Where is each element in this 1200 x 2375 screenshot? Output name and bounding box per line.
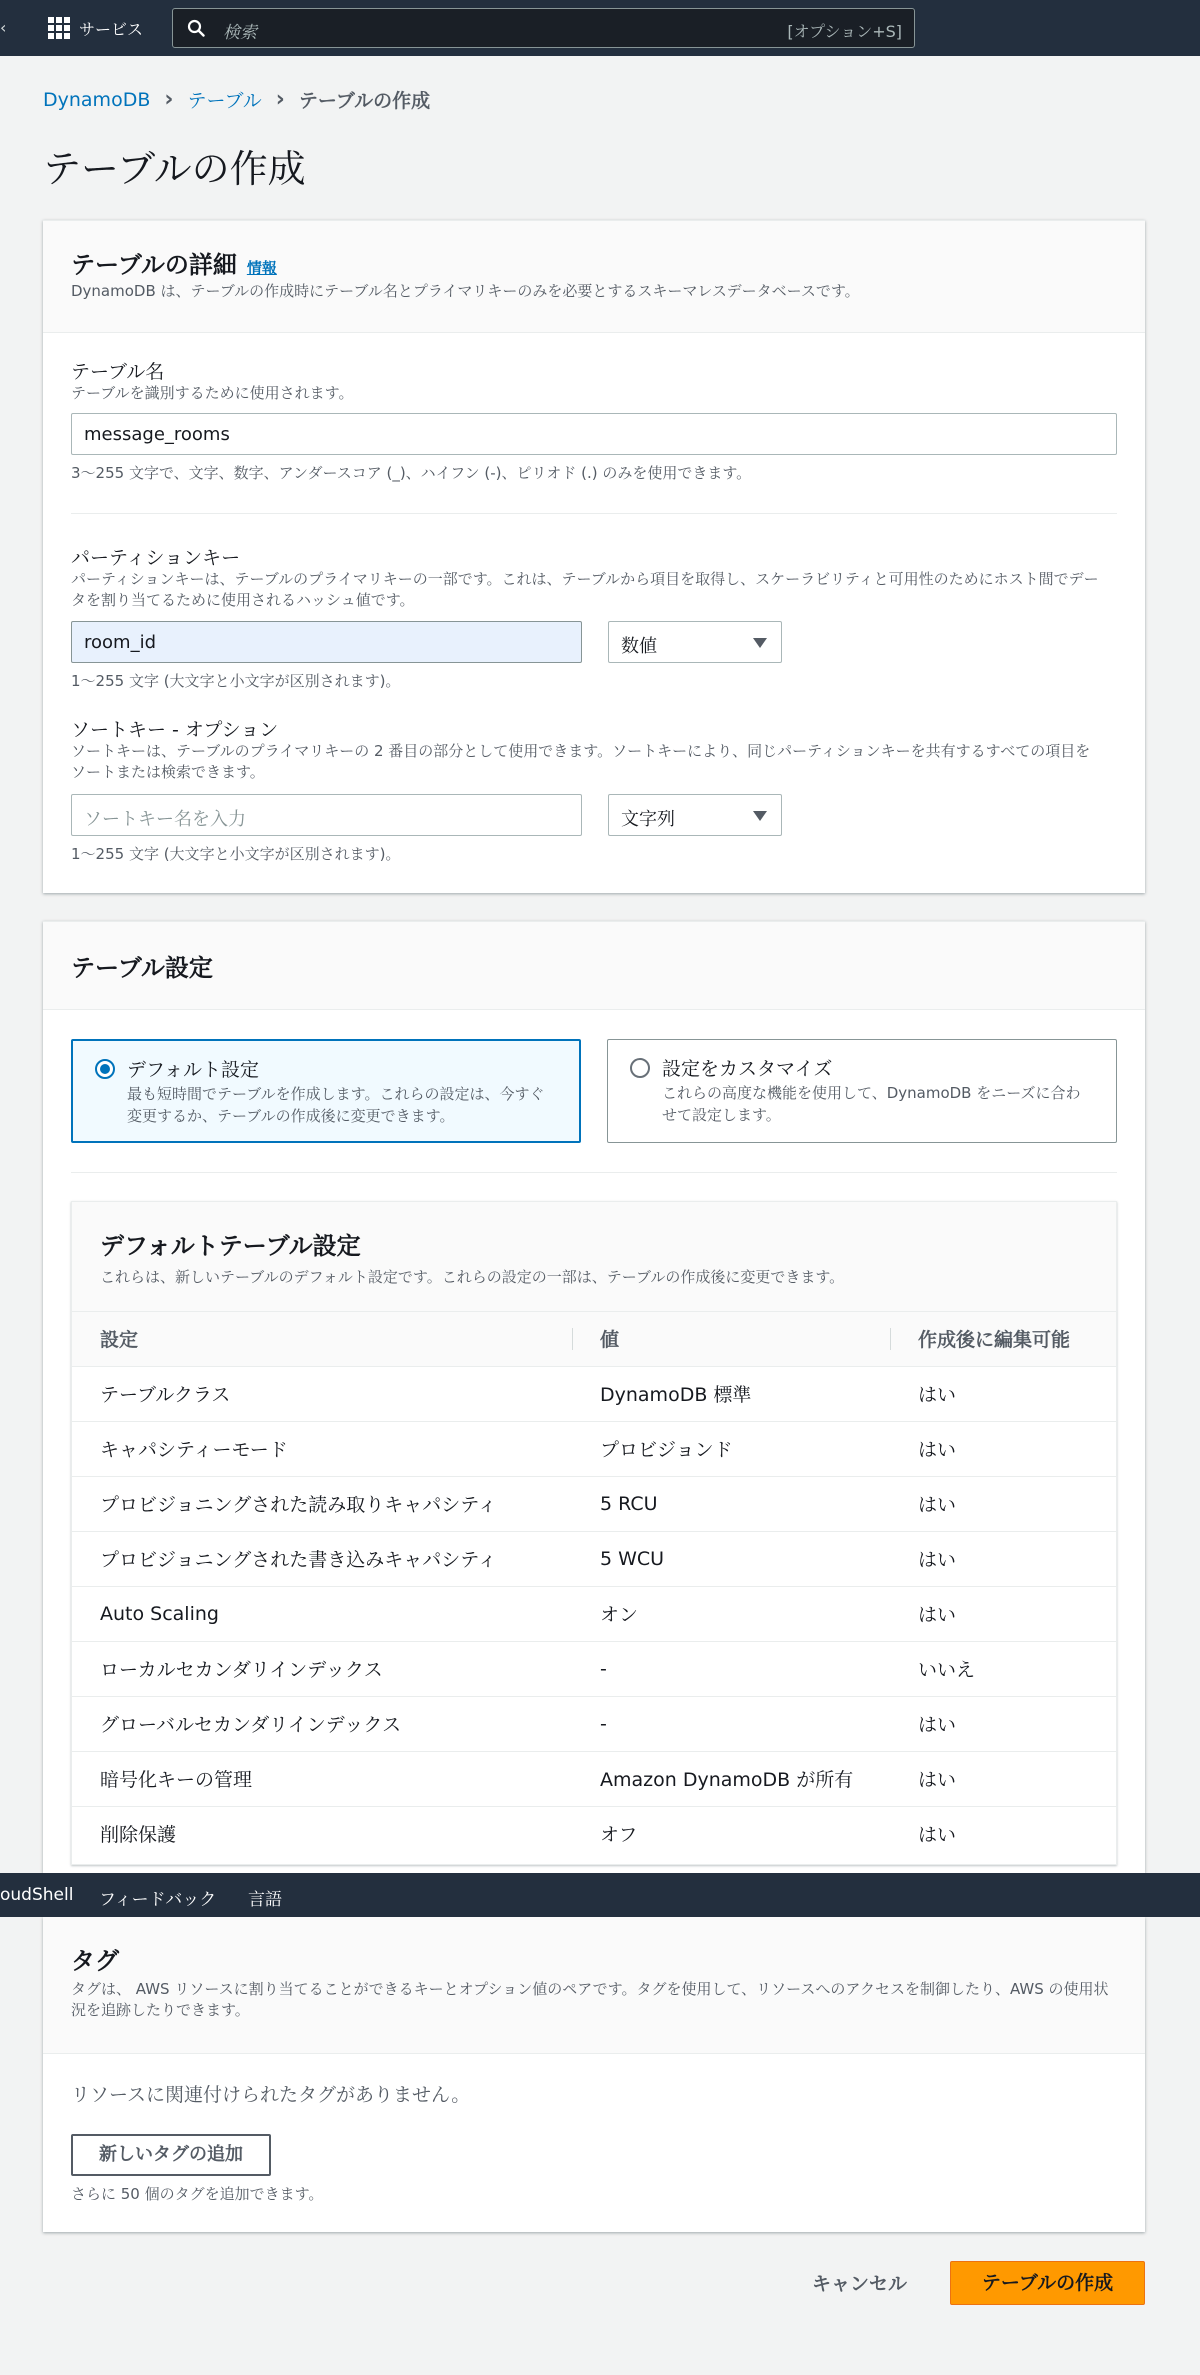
page-title: テーブルの作成 [43, 147, 306, 191]
table-details-panel [43, 220, 1145, 893]
table-row [72, 1366, 1116, 1421]
table-row [72, 1586, 1116, 1641]
editable-cell: はい [918, 1824, 957, 1847]
search-icon [187, 19, 205, 37]
partition-key-label: パーティションキー [71, 547, 241, 569]
table-settings-title: テーブル設定 [71, 954, 213, 982]
default-table-settings-title: デフォルトテーブル設定 [100, 1232, 361, 1260]
tags-panel [43, 1917, 1145, 2232]
cancel-button[interactable]: キャンセル [812, 2273, 908, 2295]
setting-cell: プロビジョニングされた読み取りキャパシティ [72, 1476, 572, 1531]
table-row [72, 1531, 1116, 1586]
search-shortcut-hint: [オプション+S] [787, 22, 902, 41]
value-cell: Amazon DynamoDB が所有 [572, 1751, 890, 1806]
caret-down-icon [753, 638, 767, 648]
breadcrumb [43, 86, 430, 113]
setting-cell: プロビジョニングされた書き込みキャパシティ [72, 1531, 572, 1586]
column-header-editable: 作成後に編集可能 [890, 1312, 1116, 1366]
add-tag-button[interactable]: 新しいタグの追加 [71, 2134, 271, 2176]
grid-icon [48, 17, 70, 39]
search-input[interactable] [172, 8, 915, 48]
language-link[interactable]: 言語 [248, 1890, 282, 1910]
radio-selected-icon[interactable] [95, 1059, 115, 1079]
top-navigation [0, 0, 1200, 56]
default-settings-description: 最も短時間でテーブルを作成します。これらの設定は、今すぐ変更するか、テーブルの作成後に変更できます。 [127, 1085, 545, 1125]
table-details-header [43, 221, 1145, 333]
services-label: サービス [79, 19, 144, 39]
table-name-label: テーブル名 [71, 361, 165, 383]
breadcrumb-tables[interactable]: テーブル [187, 90, 262, 112]
setting-cell: キャパシティーモード [72, 1421, 572, 1476]
default-table-settings-container [71, 1201, 1117, 1865]
divider [71, 1172, 1117, 1173]
table-name-constraint: 3〜255 文字で、文字、数字、アンダースコア (_)、ハイフン (-)、ピリオド (.) のみを使用できます。 [71, 464, 752, 482]
editable-cell: はい [890, 1586, 1116, 1641]
cloudshell-link[interactable]: oudShell [0, 1885, 74, 1905]
default-settings-table [72, 1312, 1116, 1861]
editable-cell: はい [890, 1696, 1116, 1751]
partition-key-constraint: 1〜255 文字 (大文字と小文字が区別されます)。 [71, 672, 401, 690]
editable-cell: いいえ [890, 1641, 1116, 1696]
default-settings-option[interactable] [71, 1039, 581, 1143]
table-row [72, 1696, 1116, 1751]
sort-key-input[interactable]: ソートキー名を入力 [71, 794, 582, 836]
setting-cell: ローカルセカンダリインデックス [72, 1641, 572, 1696]
default-table-settings-description: これらは、新しいテーブルのデフォルト設定です。これらの設定の一部は、テーブルの作成後に変更できます。 [100, 1268, 845, 1286]
table-details-title: テーブルの詳細 [71, 251, 237, 279]
table-details-description: DynamoDB は、テーブルの作成時にテーブル名とプライマリキーのみを必要とするスキーマレスデータベースです。 [71, 282, 860, 300]
setting-cell: Auto Scaling [72, 1586, 572, 1641]
setting-cell: グローバルセカンダリインデックス [72, 1696, 572, 1751]
search-placeholder: 検索 [223, 23, 257, 43]
tags-empty-state: リソースに関連付けられたタグがありません。 [71, 2084, 471, 2106]
value-cell: 5 RCU [572, 1476, 890, 1531]
partition-key-description: パーティションキーは、テーブルのプライマリキーの一部です。これは、テーブルから項目を取得し、スケーラビリティと可用性のためにホスト間でデータを割り当てるために使用されるハッシュ値です。 [71, 570, 1099, 609]
customize-settings-label: 設定をカスタマイズ [662, 1058, 833, 1080]
value-cell: オン [572, 1586, 890, 1641]
tags-header [43, 1917, 1145, 2054]
chevron-right-icon: › [275, 87, 285, 112]
setting-cell: テーブルクラス [72, 1366, 572, 1421]
customize-settings-option[interactable] [607, 1039, 1117, 1143]
default-settings-label: デフォルト設定 [127, 1059, 260, 1081]
partition-key-input[interactable]: room_id [71, 621, 582, 663]
table-row [72, 1806, 1116, 1861]
caret-down-icon [753, 811, 767, 821]
table-row [72, 1641, 1116, 1696]
table-name-input[interactable]: message_rooms [71, 413, 1117, 455]
breadcrumb-dynamodb[interactable]: DynamoDB [43, 88, 151, 111]
nav-edge-fragment: ‹ [0, 18, 7, 37]
tags-limit-note: さらに 50 個のタグを追加できます。 [71, 2185, 324, 2203]
table-row [72, 1421, 1116, 1476]
default-table-settings-header [72, 1202, 1116, 1312]
column-header-setting: 設定 [72, 1312, 572, 1366]
value-cell: DynamoDB 標準 [572, 1366, 890, 1421]
value-cell: - [572, 1696, 890, 1751]
partition-key-type-value: 数値 [621, 636, 657, 657]
table-row [72, 1476, 1116, 1531]
console-footer-bar [0, 1873, 1200, 1917]
feedback-link[interactable]: フィードバック [99, 1890, 217, 1910]
setting-cell: 削除保護 [100, 1824, 177, 1847]
value-cell: プロビジョンド [572, 1421, 890, 1476]
column-header-value: 値 [572, 1312, 890, 1366]
breadcrumb-current: テーブルの作成 [298, 90, 431, 112]
customize-settings-description: これらの高度な機能を使用して、DynamoDB をニーズに合わせて設定します。 [662, 1084, 1081, 1124]
editable-cell: はい [890, 1421, 1116, 1476]
sort-key-label: ソートキー - オプション [71, 719, 279, 741]
editable-cell: はい [890, 1366, 1116, 1421]
editable-cell: はい [890, 1531, 1116, 1586]
table-settings-panel [43, 921, 1145, 1873]
value-cell: - [572, 1641, 890, 1696]
editable-cell: はい [890, 1751, 1116, 1806]
sort-key-constraint: 1〜255 文字 (大文字と小文字が区別されます)。 [71, 845, 401, 863]
sort-key-type-value: 文字列 [621, 809, 675, 830]
info-link[interactable]: 情報 [246, 259, 277, 277]
value-cell: オフ [600, 1824, 638, 1847]
partition-key-type-select[interactable] [608, 621, 782, 663]
editable-cell: はい [890, 1476, 1116, 1531]
services-menu-button[interactable] [48, 15, 143, 41]
tags-title: タグ [71, 1947, 119, 1975]
table-settings-header [43, 922, 1145, 1010]
sort-key-description: ソートキーは、テーブルのプライマリキーの 2 番目の部分として使用できます。ソートキーにより、同じパーティションキーを共有するすべての項目をソートまたは検索できます。 [71, 742, 1091, 781]
sort-key-type-select[interactable] [608, 794, 782, 836]
chevron-right-icon: › [164, 87, 174, 112]
table-name-description: テーブルを識別するために使用されます。 [71, 384, 354, 402]
tags-description: タグは、 AWS リソースに割り当てることができるキーとオプション値のペアです。タグを使用して、リソースへのアクセスを制御したり、AWS の使用状況を追跡したりできます。 [71, 1980, 1109, 2019]
radio-unselected-icon[interactable] [630, 1058, 650, 1078]
setting-cell: 暗号化キーの管理 [72, 1751, 572, 1806]
divider [71, 513, 1117, 514]
table-row [72, 1751, 1116, 1806]
value-cell: 5 WCU [572, 1531, 890, 1586]
create-table-button[interactable]: テーブルの作成 [950, 2261, 1145, 2305]
